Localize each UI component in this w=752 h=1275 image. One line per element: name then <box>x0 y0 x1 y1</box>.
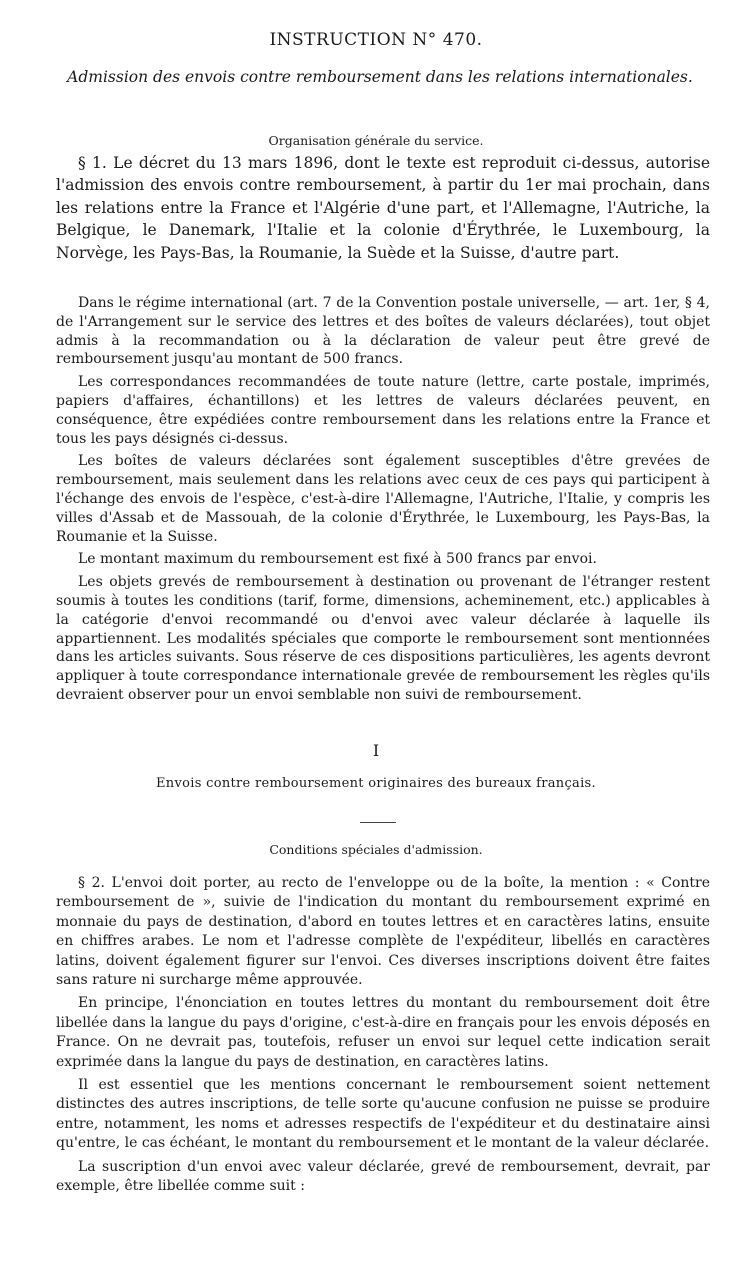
conditions-body <box>56 874 710 1197</box>
part-title: Envois contre remboursement originaires des bureaux français. <box>156 776 596 791</box>
general-body <box>56 294 710 705</box>
part-number: I <box>372 741 380 760</box>
paragraph-2: Dans le régime international (art. 7 de la Convention postale universelle, — art. 1er, § 4, de l'Arrangement sur le service des lettres et des boîtes de valeurs déclarées), tout objet admis à la recommandation ou à la déclaration de valeur peut être grevé de remboursement jusqu'au montant de 500 francs. <box>56 295 710 368</box>
instruction-title: INSTRUCTION N° 470. <box>269 30 483 50</box>
paragraph-7: § 2. L'envoi doit porter, au recto de l'enveloppe ou de la boîte, la mention : « Contre remboursement de », suivie de l'indication du montant du remboursement exprimé en monnaie du pays de destination, d'abord en toutes lettres et en caractères latins, ensuite en chiffres arabes. Le nom et l'adresse complète de l'expéditeur, libellés en caractères latins, doivent également figurer sur l'envoi. Ces diverses inscriptions doivent être faites sans rature ni surcharge même approuvée. <box>56 875 710 989</box>
general-organisation-heading: Organisation générale du service. <box>268 133 484 148</box>
paragraph-1: § 1. Le décret du 13 mars 1896, dont le texte est reproduit ci-dessus, autorise l'admission des envois contre remboursement, à partir du 1er mai prochain, dans les relations entre la France et l'Algérie d'une part, et l'Allemagne, l'Autriche, la Belgique, le Danemark, l'Italie et la colonie d'Érythrée, le Luxembourg, la Norvège, les Pays-Bas, la Roumanie, la Suède et la Suisse, d'autre part. <box>56 154 710 262</box>
paragraph-9: Il est essentiel que les mentions concernant le remboursement soient nettement distinctes des autres inscriptions, de telle sorte qu'aucune confusion ne puisse se produire entre, notamment, les noms et adresses respectifs de l'expéditeur et du destinataire ainsi qu'entre, le cas échéant, le montant du remboursement et le montant de la valeur déclarée. <box>56 1077 710 1152</box>
paragraph-6: Les objets grevés de remboursement à destination ou provenant de l'étranger restent soumis à toutes les conditions (tarif, forme, dimensions, acheminement, etc.) applicables à la catégorie d'envoi recommandé ou d'envoi avec valeur déclarée à laquelle ils appartiennent. Les modalités spéciales que comporte le remboursement sont mentionnées dans les articles suivants. Sous réserve de ces dispositions particulières, les agents devront appliquer à toute correspondance internationale grevée de remboursement les règles qu'ils devraient observer pour un envoi semblable non suivi de remboursement. <box>56 574 710 703</box>
instruction-subtitle: Admission des envois contre remboursement dans les relations internationales. <box>67 68 693 86</box>
paragraph-10: La suscription d'un envoi avec valeur déclarée, grevé de remboursement, devrait, par exemple, être libellée comme suit : <box>56 1158 710 1195</box>
paragraph-3: Les correspondances recommandées de toute nature (lettre, carte postale, imprimés, papiers d'affaires, échantillons) et les lettres de valeurs déclarées peuvent, en conséquence, être expédiées contre remboursement dans les relations entre la France et tous les pays désignés ci-dessus. <box>56 374 710 447</box>
paragraph-4: Les boîtes de valeurs déclarées sont également susceptibles d'être grevées de remboursement, mais seulement dans les relations avec ceux de ces pays qui participent à l'échange des envois de l'espèce, c'est-à-dire l'Allemagne, l'Autriche, l'Italie, y compris les villes d'Assab et de Massouah, de la colonie d'Érythrée, le Luxembourg, les Pays-Bas, la Roumanie et la Suisse. <box>56 453 710 545</box>
conditions-heading: Conditions spéciales d'admission. <box>269 842 483 857</box>
section-divider <box>360 822 396 823</box>
paragraph-5: Le montant maximum du remboursement est fixé à 500 francs par envoi. <box>78 551 597 568</box>
paragraph-8: En principe, l'énonciation en toutes lettres du montant du remboursement doit être libellée dans la langue du pays d'origine, c'est-à-dire en français pour les envois déposés en France. On ne devrait pas, toutefois, refuser un envoi sur lequel cette indication serait exprimée dans la langue du pays de destination, en caractères latins. <box>56 995 710 1070</box>
paragraph-section-1 <box>56 152 710 264</box>
